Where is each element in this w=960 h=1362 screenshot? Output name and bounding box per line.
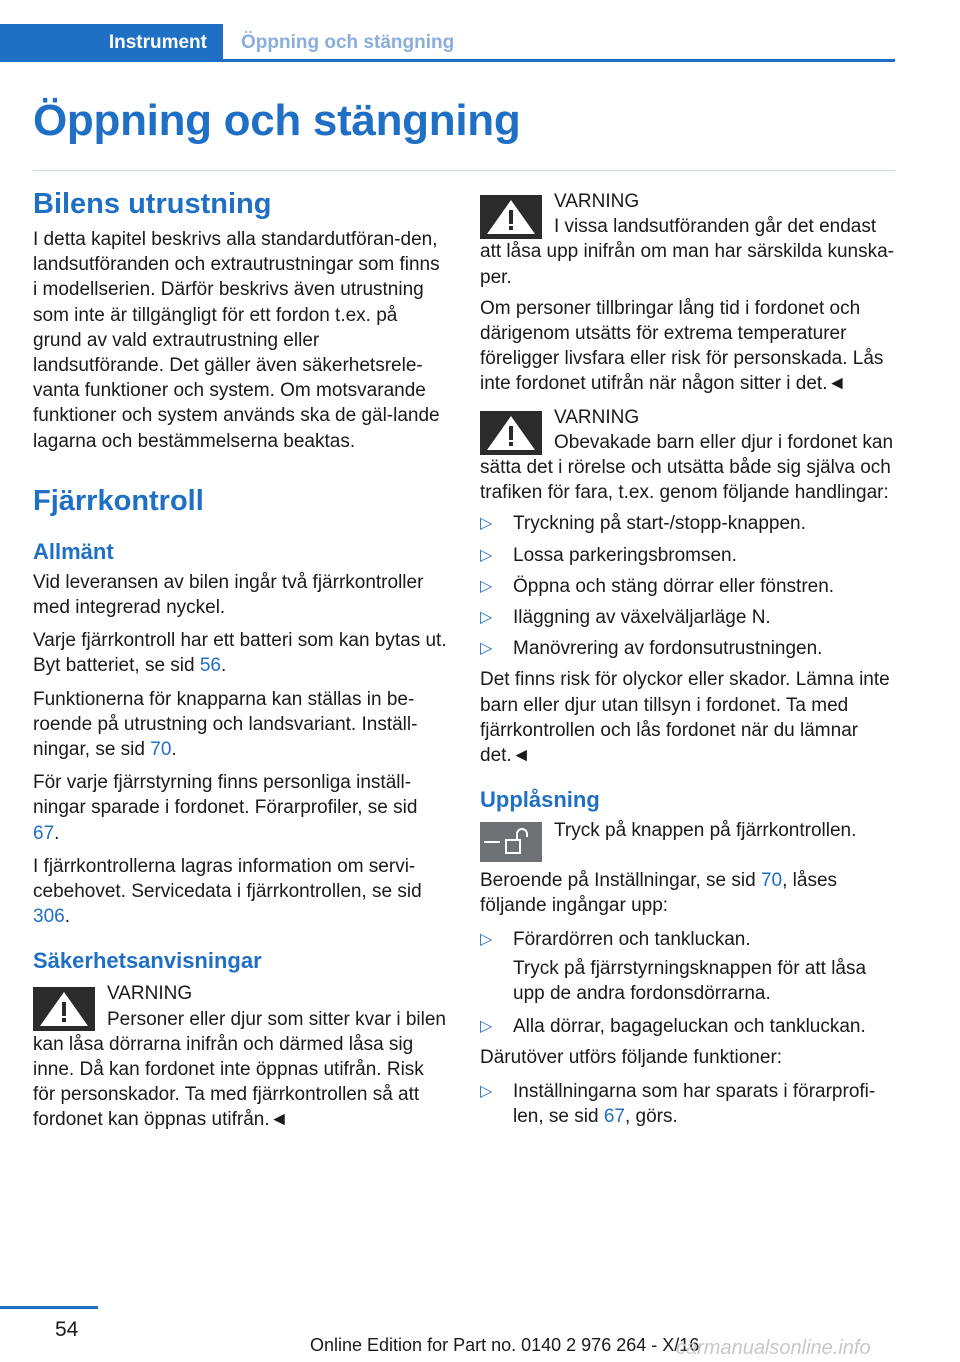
paragraph-servicedata: I fjärrkontrollerna lagras information om servi-cebehovet. Servicedata i fjärrkontrollen, se sid 306. xyxy=(33,855,422,928)
warning-label: VARNING xyxy=(554,406,640,428)
paragraph-batteri: Varje fjärrkontroll har ett batteri som kan bytas ut. Byt batteriet, se sid 56. xyxy=(33,630,447,677)
paragraph-forarprofiler: För varje fjärrstyrning finns personliga inställ-ningar sparade i fordonet. Förarprofiler, se sid 67. xyxy=(33,772,418,844)
footer-rule xyxy=(0,1306,98,1309)
unlock-instruction xyxy=(480,818,895,868)
list-item: ▷ Inställningarna som har sparats i förarprofi-len, se sid 67, görs. xyxy=(480,1080,876,1127)
paragraph-funktioner: Funktionerna för knapparna kan ställas in be-roende på utrustning och landsvariant. Inställ-ningar, se sid 70. xyxy=(33,688,418,761)
unlock-text: Tryck på knappen på fjärrkontrollen. xyxy=(554,820,857,842)
unlock-icon xyxy=(480,822,542,862)
heading-upplasning: Upplåsning xyxy=(480,787,600,813)
bullet-triangle-icon: ▷ xyxy=(480,515,493,533)
page-link-67[interactable]: 67 xyxy=(33,822,55,844)
page-link-70[interactable]: 70 xyxy=(150,739,172,761)
list-item: ▷ Tryckning på start-/stopp-knappen. xyxy=(480,511,895,536)
page-link-67[interactable]: 67 xyxy=(603,1105,625,1127)
page-number: 54 xyxy=(55,1318,79,1341)
heading-allmant: Allmänt xyxy=(33,538,114,564)
tab-instrument[interactable]: Instrument xyxy=(0,24,223,62)
list-item: ▷ Öppna och stäng dörrar eller fönstren. xyxy=(480,574,895,599)
list-item: ▷ Manövrering av fordonsutrustningen. xyxy=(480,636,895,661)
paragraph-temperaturer: Om personer tillbringar lång tid i fordonet och därigenom utsätts för extrema temperaturer föreligger livsfara eller risk för personskada. Lås inte fordonet utifrån när någon sitter i det.◄ xyxy=(480,297,884,395)
bullet-triangle-icon: ▷ xyxy=(480,546,493,564)
paragraph-bilens-utrustning: I detta kapitel beskrivs alla standardutföran-den, landsutföranden och extrautrustningar som finns i modellserien. Därför beskrivs även utrustning som inte är tillgängligt för ett fordon t.ex. på grund av vald extrautrustning eller landsutförande. Det gäller även säkerhetsrele-vanta funktioner och system. Om motsvarande funktioner och system används ska de gäl-lande lagarna och bestämmelserna beaktas. xyxy=(33,229,440,452)
warning-text: Personer eller djur som sitter kvar i bilen kan låsa dörrarna inifrån och därmed låsa sig inne. Då kan fordonet inte öppnas utifrån. Risk för personskador. Ta med fjärrkontrollen så att fordonet kan öppnas utifrån.◄ xyxy=(33,1008,446,1131)
edition-text: Online Edition for Part no. 0140 2 976 264 - X/16 xyxy=(310,1335,700,1355)
page-link-70[interactable]: 70 xyxy=(760,870,783,892)
bullet-triangle-icon: ▷ xyxy=(480,930,493,948)
page-link-56[interactable]: 56 xyxy=(199,655,221,677)
warning-triangle-icon xyxy=(33,987,95,1031)
bullet-list-handlingar xyxy=(480,511,895,661)
paragraph-beroende: Beroende på Inställningar, se sid 70, låses följande ingångar upp: xyxy=(480,870,838,917)
left-column xyxy=(33,183,448,1133)
paragraph-darutover: Därutöver utförs följande funktioner: xyxy=(480,1047,783,1069)
heading-sakerhetsanvisningar: Säkerhetsanvisningar xyxy=(33,948,262,974)
heading-fjarrkontroll: Fjärrkontroll xyxy=(33,484,204,517)
heading-bilens-utrustning: Bilens utrustning xyxy=(33,188,272,220)
paragraph-risk: Det finns risk för olyckor eller skador. Lämna inte barn eller djur utan tillsyn i fordonet. Ta med fjärrkontrollen och lås fordonet när du lämnar det.◄ xyxy=(480,669,890,767)
page-title: Öppning och stängning xyxy=(33,96,521,145)
bullet-list-ingangar xyxy=(480,927,895,952)
right-column xyxy=(480,183,895,1135)
warning-triangle-icon xyxy=(480,195,542,239)
warning-block-3 xyxy=(480,405,895,506)
title-divider xyxy=(33,170,895,171)
list-item: ▷ Iläggning av växelväljarläge N. xyxy=(480,605,895,630)
header-rule xyxy=(0,59,895,62)
list-item: ▷ Alla dörrar, bagageluckan och tankluckan. xyxy=(480,1014,895,1039)
warning-text: Obevakade barn eller djur i fordonet kan sätta det i rörelse och utsätta både sig själva och trafiken för fara, t.ex. genom följande handlingar: xyxy=(480,431,894,504)
header-tab-bar xyxy=(0,24,895,62)
list-item: ▷ Förardörren och tankluckan. xyxy=(480,927,895,952)
warning-text: I vissa landsutföranden går det endast att låsa upp inifrån om man har särskilda kunska-per. xyxy=(480,216,894,288)
warning-block-2 xyxy=(480,189,895,290)
tab-oppning-och-stangning[interactable]: Öppning och stängning xyxy=(241,32,455,53)
watermark: carmanualsonline.info xyxy=(676,1337,871,1359)
bullet-triangle-icon: ▷ xyxy=(480,1082,493,1100)
bullet-list-funktioner xyxy=(480,1079,895,1129)
bullet-triangle-icon: ▷ xyxy=(480,577,493,595)
bullet-triangle-icon: ▷ xyxy=(480,1018,493,1036)
page-link-306[interactable]: 306 xyxy=(33,906,65,928)
warning-block-1 xyxy=(33,981,448,1132)
warning-label: VARNING xyxy=(107,983,193,1005)
paragraph-leverans: Vid leveransen av bilen ingår två fjärrkontroller med integrerad nyckel. xyxy=(33,571,424,619)
bullet-list-ingangar-2 xyxy=(480,1014,895,1039)
warning-label: VARNING xyxy=(554,191,640,212)
warning-triangle-icon xyxy=(480,411,542,455)
list-item: ▷ Lossa parkeringsbromsen. xyxy=(480,543,895,568)
bullet-triangle-icon: ▷ xyxy=(480,609,493,627)
list-item-subtext: Tryck på fjärrstyrningsknappen för att låsa upp de andra fordonsdörrarna. xyxy=(513,957,867,1005)
bullet-triangle-icon: ▷ xyxy=(480,640,493,658)
